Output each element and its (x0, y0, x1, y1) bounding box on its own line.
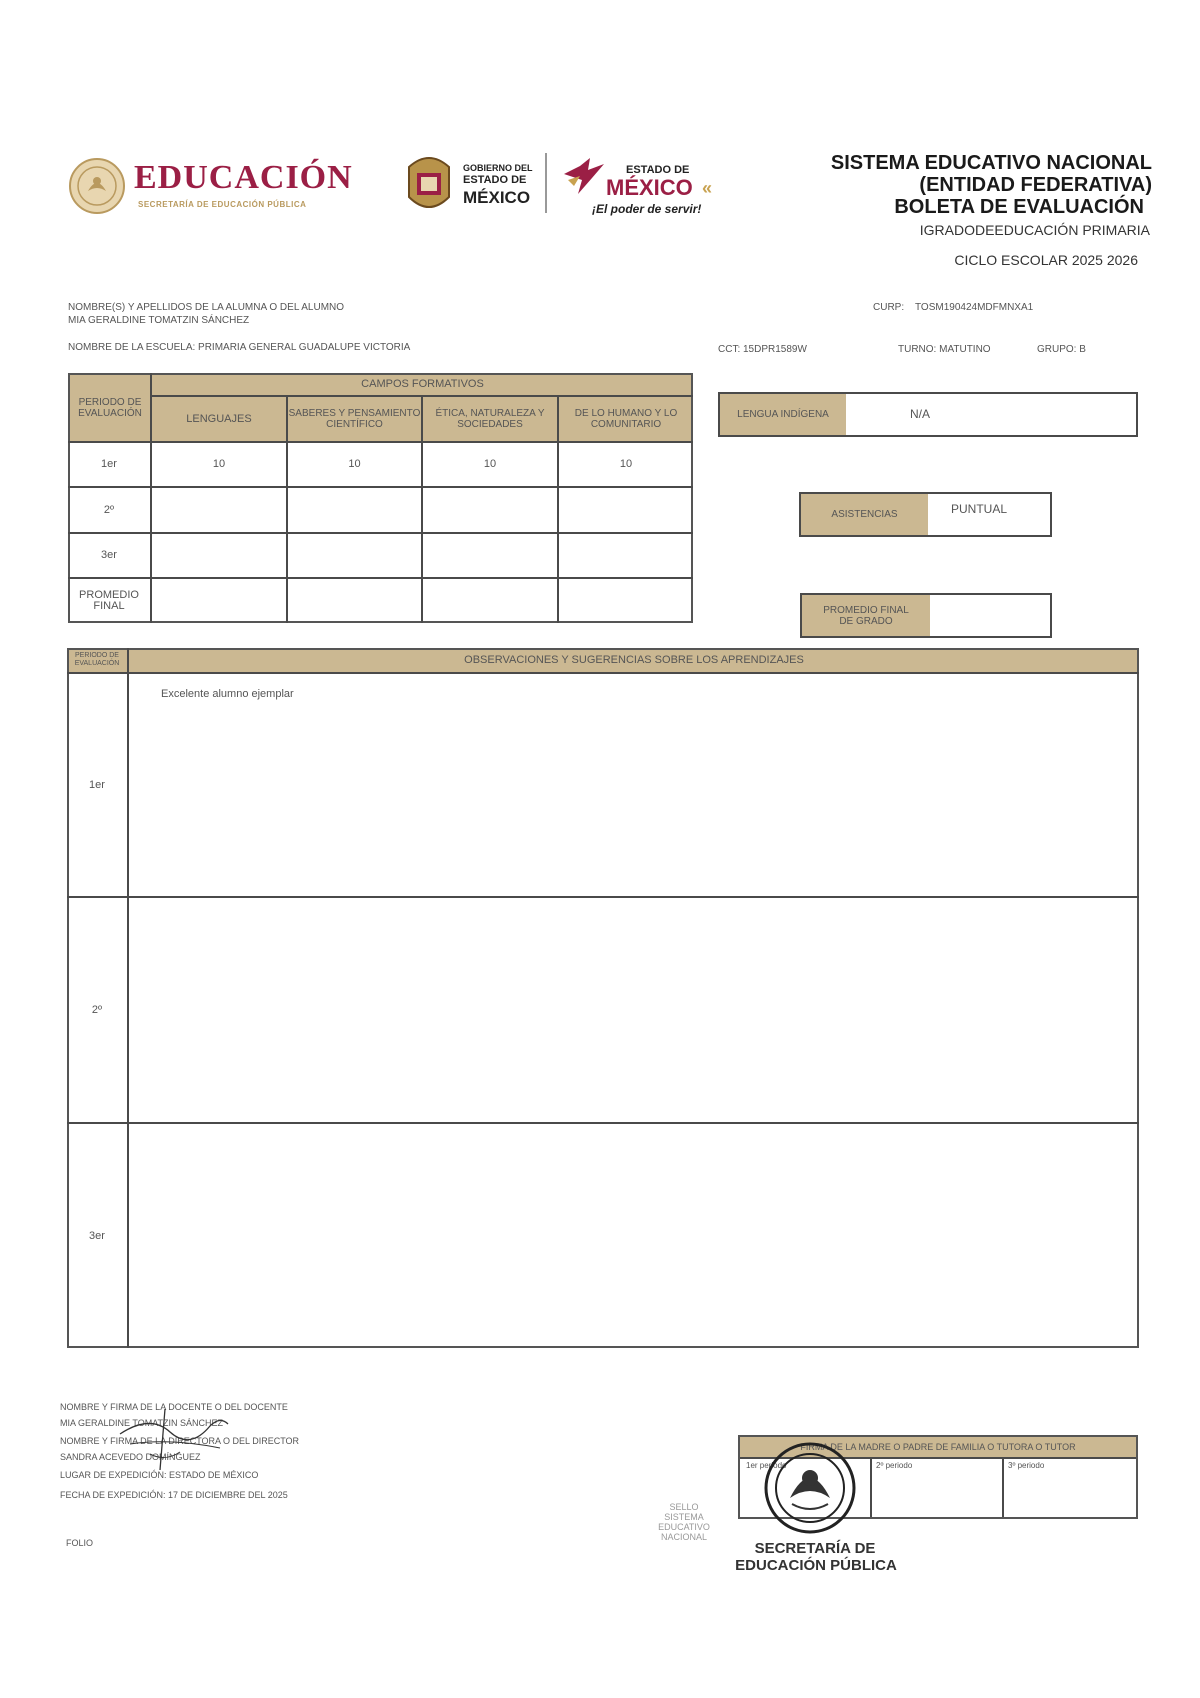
grade-cell (288, 488, 421, 532)
tutor-header: FIRMA DE LA MADRE O PADRE DE FAMILIA O TUTORA O TUTOR (740, 1437, 1136, 1457)
col-header-lenguajes: LENGUAJES (186, 412, 252, 425)
edomex-gov-logo (403, 153, 553, 217)
grade-cell (152, 488, 286, 532)
obs-header: OBSERVACIONES Y SUGERENCIAS SOBRE LOS APRENDIZAJES (464, 653, 804, 666)
tutor-col-2: 2º periodo (876, 1461, 913, 1470)
sello-sistema: SELLO SISTEMA EDUCATIVO NACIONAL (658, 1502, 710, 1542)
grade-cell (423, 488, 557, 532)
row-period-3: 3er (101, 549, 117, 561)
sep-logo-text: EDUCACIÓN (134, 159, 353, 196)
campos-header: CAMPOS FORMATIVOS (361, 377, 484, 390)
edomex-main: MÉXICO (606, 175, 693, 200)
grade-cell (559, 579, 693, 623)
curp-value: TOSM190424MDFMNXA1 (915, 302, 1034, 313)
tutor-vline (870, 1457, 872, 1517)
promedio-final-box (800, 593, 1052, 638)
signature-icon (110, 1404, 240, 1474)
student-name-value: MIA GERALDINE TOMATZIN SÁNCHEZ (68, 315, 250, 326)
asistencias-label: ASISTENCIAS (801, 494, 928, 535)
lugar-expedicion: LUGAR DE EXPEDICIÓN: ESTADO DE MÉXICO (60, 1470, 259, 1480)
grade-cell (288, 534, 421, 577)
title-line2: (ENTIDAD FEDERATIVA) (919, 174, 1152, 196)
obs-vline (127, 648, 129, 1348)
grade-cell (152, 579, 286, 623)
gov-line1: GOBIERNO DEL (463, 163, 533, 173)
cct: CCT: 15DPR1589W (718, 344, 807, 355)
sep-stamp-icon (760, 1438, 860, 1538)
lengua-indigena-label: LENGUA INDÍGENA (720, 394, 846, 435)
asistencias-box (799, 492, 1052, 537)
promedio-final-value (932, 595, 1050, 636)
title-line3: BOLETA DE EVALUACIÓN (894, 196, 1144, 218)
edomex-slogan: ¡El poder de servir! (592, 202, 702, 216)
student-name-label: NOMBRE(S) Y APELLIDOS DE LA ALUMNA O DEL ALUMNO (68, 302, 345, 313)
asistencias-value: PUNTUAL (951, 502, 1008, 516)
obs-hline (67, 672, 1139, 674)
promedio-final-label: PROMEDIO FINAL DE GRADO (802, 595, 930, 636)
row-period-2: 2º (103, 503, 115, 516)
grade-cell (288, 579, 421, 623)
grade-cell (559, 488, 693, 532)
period-header: PERIODO DE EVALUACIÓN (78, 397, 142, 419)
grade-cell: 10 (483, 458, 497, 470)
col-header-humano: DE LO HUMANO Y LO COMUNITARIO (574, 408, 678, 430)
title-line1: SISTEMA EDUCATIVO NACIONAL (830, 152, 1152, 174)
gov-line2: ESTADO DE (463, 174, 527, 186)
school-cycle: CICLO ESCOLAR 2025 2026 (954, 252, 1138, 268)
stamp-text-1: SECRETARÍA DE (754, 1540, 876, 1557)
mexico-eagle-seal-icon (68, 157, 126, 215)
row-period-final: PROMEDIO FINAL (79, 589, 139, 612)
fecha-expedicion: FECHA DE EXPEDICIÓN: 17 DE DICIEMBRE DEL 2025 (60, 1490, 288, 1500)
grade-cell (423, 534, 557, 577)
gov-line3: MÉXICO (463, 188, 531, 207)
obs-hline (67, 896, 1139, 898)
observations-table (67, 648, 1139, 1348)
edomex-top: ESTADO DE (626, 164, 690, 176)
obs-text-1: Excelente alumno ejemplar (161, 688, 294, 700)
row-period-1: 1er (101, 458, 117, 470)
director-value: SANDRA ACEVEDO DOMÍNGUEZ (60, 1452, 201, 1462)
obs-period-header: PERIODO DE EVALUACIÓN (74, 652, 120, 667)
grade-cell (152, 534, 286, 577)
lengua-indigena-value: N/A (909, 407, 930, 421)
obs-hline (67, 1122, 1139, 1124)
tutor-col-3: 3º periodo (1008, 1461, 1045, 1470)
lengua-indigena-box (718, 392, 1138, 437)
docente-label: NOMBRE Y FIRMA DE LA DOCENTE O DEL DOCENTE (60, 1402, 288, 1412)
header-divider (545, 153, 547, 213)
grade-cell: 10 (619, 458, 633, 470)
col-header-saberes: SABERES Y PENSAMIENTO CIENTÍFICO (288, 408, 421, 430)
folio: FOLIO (66, 1538, 94, 1548)
tutor-vline (1002, 1457, 1004, 1517)
sep-logo (68, 155, 368, 215)
turno: TURNO: MATUTINO (898, 344, 991, 355)
grade-cell (559, 534, 693, 577)
curp-label: CURP: (873, 302, 905, 313)
sep-logo-subtext: SECRETARÍA DE EDUCACIÓN PÚBLICA (138, 200, 307, 209)
stamp-text-2: EDUCACIÓN PÚBLICA (735, 1557, 897, 1574)
edomex-chevron-icon: « (702, 178, 713, 198)
col-header-etica: ÉTICA, NATURALEZA Y SOCIEDADES (435, 408, 545, 430)
grade-cell: 10 (212, 458, 226, 470)
obs-table-border (67, 648, 1139, 1348)
grades-table (68, 373, 693, 623)
director-label: NOMBRE Y FIRMA DE LA DIRECTORA O DEL DIRECTOR (60, 1436, 300, 1446)
docente-value: MIA GERALDINE TOMATZIN SÁNCHEZ (60, 1418, 224, 1428)
school-name: NOMBRE DE LA ESCUELA: PRIMARIA GENERAL GUADALUPE VICTORIA (68, 342, 411, 353)
tutor-col-1: 1er periodo (746, 1461, 787, 1470)
grade-cell (423, 579, 557, 623)
obs-period-3: 3er (89, 1229, 105, 1242)
obs-period-1: 1er (89, 778, 105, 791)
grade-line: IGRADODEEDUCACIÓN PRIMARIA (919, 222, 1150, 238)
edomex-coat-of-arms-icon (403, 153, 455, 215)
hummingbird-icon (560, 154, 610, 198)
edomex-brand-logo (560, 152, 730, 218)
grupo: GRUPO: B (1037, 344, 1086, 355)
obs-period-2: 2º (91, 1003, 103, 1016)
grade-cell: 10 (348, 458, 361, 470)
